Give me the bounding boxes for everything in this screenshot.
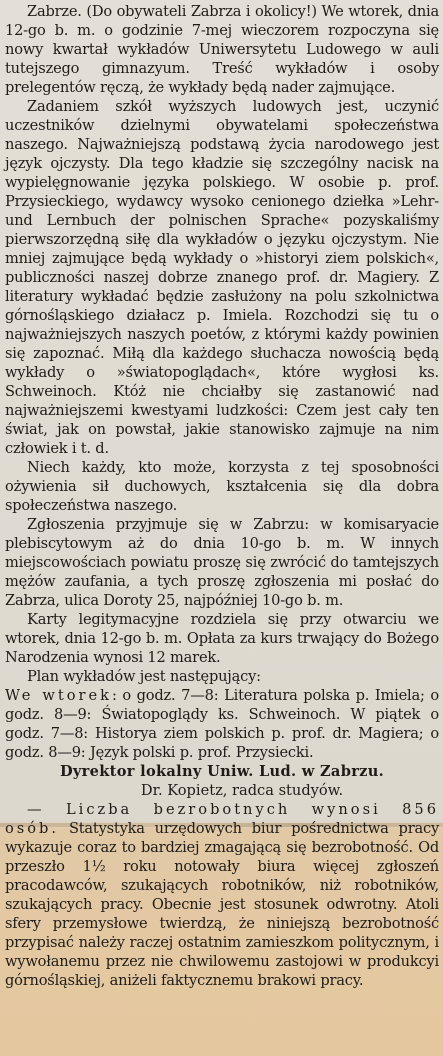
article2-lead: — Liczba bezrobotnych wynosi 856 osób. <box>5 801 439 837</box>
article-paragraph-1 <box>5 2 439 97</box>
article-paragraph-2: Zadaniem szkół wyższych ludowych jest, uczynić uczestników dzielnymi obywatelami społeczeństwa naszego. Najważniejszą podstawą życia narodowego jest język ojczysty. Dla tego kładzie się szczególny nacisk na wypielęgnowanie języka polskiego. W osobie p. prof. Przysieckiego, wydawcy wysoko cenionego dziełka »Lehr- und Lernbuch der polnischen Sprache« pozyskaliśmy pierwszorzędną siłę dla wykładów o języku ojczystym. Nie mniej zajmujące będą wykłady o »historyi ziem polskich«, publiczności naszej dobrze znanego prof. dr. Magiery. Z literatury wykładać będzie zasłużony na polu szkolnictwa górnośląskiego działacz p. Imiela. Rozchodzi się tu o najważniejszych naszych poetów, z którymi każdy powinien się zapoznać. Miłą dla każdego słuchacza nowością będą wykłady o »światopoglądach«, które wygłosi ks. Schweinoch. Któż nie chciałby się zastanowić nad najważniejszemi kwestyami ludzkości: Czem jest cały ten świat, jak on powstał, jakie stanowisko zajmuje na nim człowiek i t. d. <box>5 98 439 457</box>
text-column <box>5 2 439 990</box>
article2-text: Statystyka urzędowych biur pośrednictwa pracy wykazuje coraz to bardziej zmagającą się bezrobotność. Od przeszło 1½ roku notowały biura więcej zgłoszeń pracodawców, szukających robotników, niż robotników, szukających pracy. Obecnie jest stosunek odwrotny. Atoli sfery przemysłowe twierdzą, że niniejszą bezrobotność przypisać należy raczej ostatnim zamieszkom politycznym, i wywołanemu przez nie chwilowemu zastojowi w produkcyi górnośląskiej, aniżeli faktycznemu brakowi pracy. <box>5 820 439 989</box>
article-title: Zabrze. <box>27 3 82 20</box>
article2-paragraph <box>5 800 439 990</box>
schedule-text: : o godz. 7—8: Literatura polska p. Imiela; o godz. 8—9: Światopoglądy ks. Schweinoch. W piątek o godz. 7—8: Historya ziem polskich p. prof. dr. Magiera; o godz. 8—9: Język polski p. prof. Przysiecki. <box>5 687 439 761</box>
article-paragraph-6: Plan wykładów jest następujący: <box>27 668 261 685</box>
article-paragraph-7 <box>5 686 439 762</box>
schedule-lead: We wtorek <box>5 687 112 704</box>
article-paragraph-4: Zgłoszenia przyjmuje się w Zabrzu: w komisaryacie plebiscytowym aż do dnia 10-go b. m. W innych miejscowościach powiatu proszę się zwrócić do tamtejszych mężów zaufania, a tych proszę zgłoszenia mi posłać do Zabrza, ulica Doroty 25, najpóźniej 10-go b. m. <box>5 516 439 609</box>
signature-director: Dyrektor lokalny Uniw. Lud. w Zabrzu. <box>59 763 385 780</box>
signature-name: Dr. Kopietz, radca studyów. <box>140 782 344 799</box>
article-intro: (Do obywateli Zabrza i okolicy!) We wtorek, dnia 12-go b. m. o godzinie 7-mej wieczorem rozpoczyna się nowy kwartał wykładów Uniwersytetu Ludowego w auli tutejszego gimnazyum. Treść wykładów i osoby prelegentów ręczą, że wykłady będą nader zajmujące. <box>5 3 439 96</box>
article-paragraph-3: Niech każdy, kto może, korzysta z tej sposobności ożywienia sił duchowych, kształcenia się dla dobra społeczeństwa naszego. <box>5 459 439 514</box>
article-paragraph-5: Karty legitymacyjne rozdziela się przy otwarciu we wtorek, dnia 12-go b. m. Opłata za kurs trwający do Bożego Narodzenia wynosi 12 marek. <box>5 611 439 666</box>
